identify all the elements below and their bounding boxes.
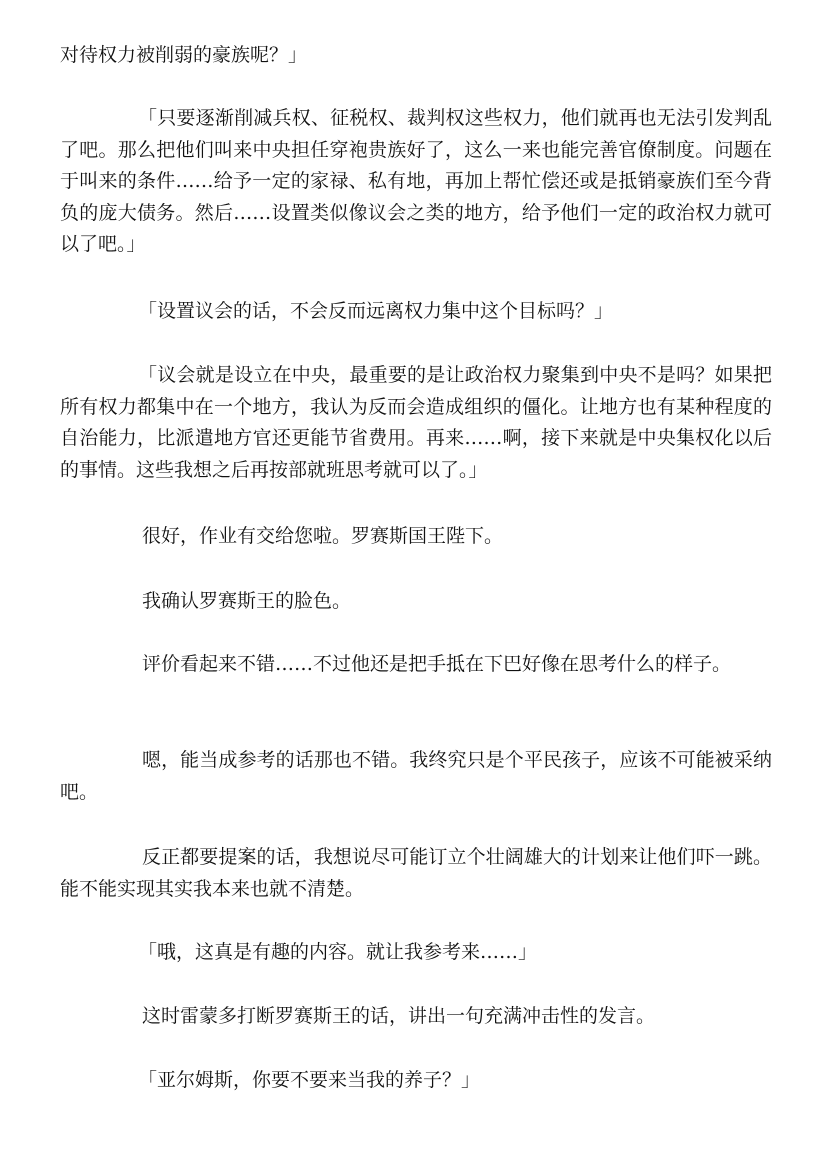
paragraph-narration-interrupt: 这时雷蒙多打断罗赛斯王的话，讲出一句充满冲击性的发言。 bbox=[142, 1005, 656, 1027]
paragraph-narration-homework: 很好，作业有交给您啦。罗赛斯国王陛下。 bbox=[142, 525, 504, 547]
paragraph-continuation: 对待权力被削弱的豪族呢？」 bbox=[60, 44, 308, 66]
paragraph-dialogue-adoption: 「亚尔姆斯，你要不要来当我的养子？」 bbox=[138, 1069, 481, 1091]
paragraph-narration-proposal: 反正都要提案的话，我想说尽可能订立个壮阔雄大的计划来让他们吓一跳。能不能实现其实我本来也就不清楚。 bbox=[60, 846, 772, 900]
paragraph-dialogue-question: 「设置议会的话，不会反而远离权力集中这个目标吗？」 bbox=[138, 300, 614, 322]
paragraph-narration-check-face: 我确认罗赛斯王的脸色。 bbox=[142, 590, 352, 612]
paragraph-dialogue-council: 「议会就是设立在中央，最重要的是让政治权力聚集到中央不是吗？如果把所有权力都集中在一个地方，我认为反而会造成组织的僵化。让地方也有某种程度的自治能力，比派遣地方官还更能节省费用。再来……啊，接下来就是中央集权化以后的事情。这些我想之后再按部就班思考就可以了。」 bbox=[60, 364, 772, 481]
paragraph-dialogue-interesting: 「哦，这真是有趣的内容。就让我参考来……」 bbox=[138, 941, 538, 963]
paragraph-narration-evaluation: 评价看起来不错……不过他还是把手抵在下巴好像在思考什么的样子。 bbox=[142, 653, 732, 675]
paragraph-dialogue-reform-plan: 「只要逐渐削减兵权、征税权、裁判权这些权力，他们就再也无法引发判乱了吧。那么把他们叫来中央担任穿袍贵族好了，这么一来也能完善官僚制度。问题在于叫来的条件……给予一定的家禄、私有地，再加上帮忙偿还或是抵销豪族们至今背负的庞大债务。然后……设置类似像议会之类的地方，给予他们一定的政治权力就可以了吧。」 bbox=[60, 107, 772, 255]
paragraph-narration-reference: 嗯，能当成参考的话那也不错。我终究只是个平民孩子，应该不可能被采纳吧。 bbox=[60, 749, 772, 803]
